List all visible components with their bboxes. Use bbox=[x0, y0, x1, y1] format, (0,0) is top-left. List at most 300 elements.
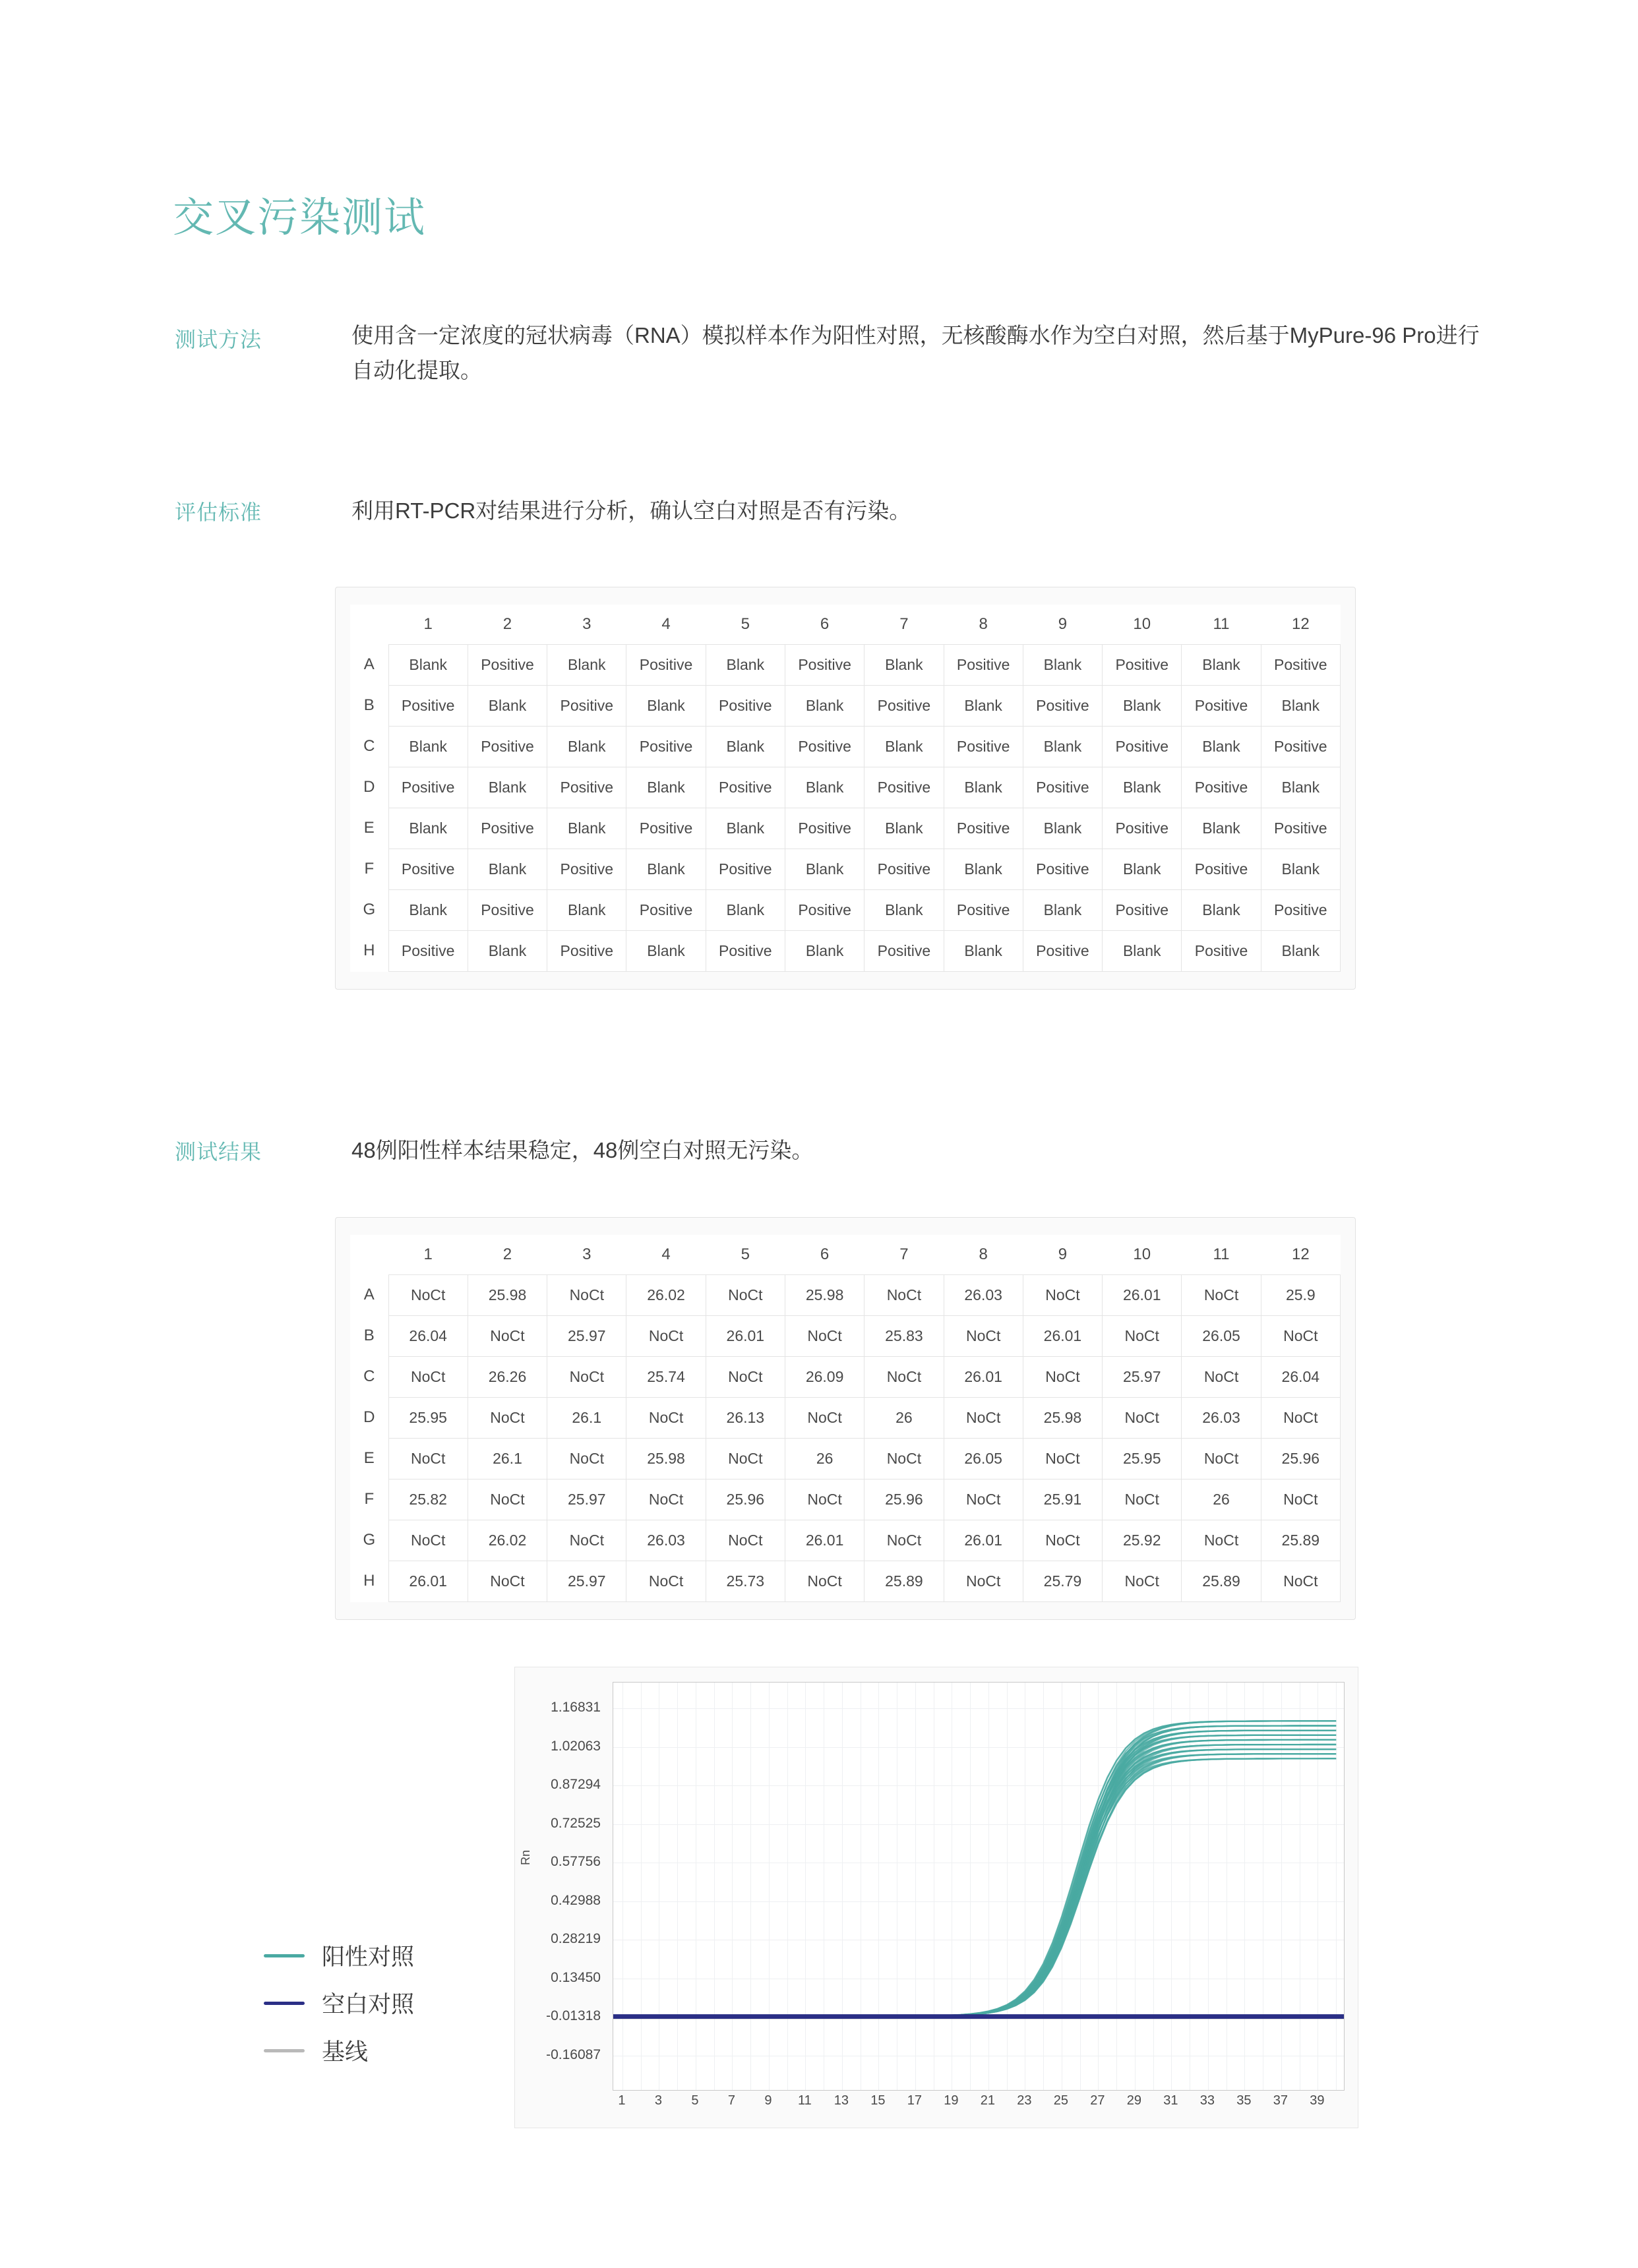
plate-col-header: 8 bbox=[944, 1235, 1023, 1274]
plate-cell: Positive bbox=[1261, 808, 1340, 849]
plate-cell: 26.02 bbox=[468, 1520, 547, 1561]
plate-col-header: 9 bbox=[1023, 1235, 1102, 1274]
plate-cell: 25.74 bbox=[626, 1356, 706, 1397]
plate-cell: NoCt bbox=[388, 1438, 468, 1479]
plate-col-header: 5 bbox=[706, 605, 785, 644]
plate-row-header: E bbox=[350, 1438, 388, 1479]
plate-cell: Blank bbox=[388, 889, 468, 930]
plate-cell: NoCt bbox=[626, 1315, 706, 1356]
plate-cell: 25.95 bbox=[388, 1397, 468, 1438]
plate-cell: Blank bbox=[1261, 930, 1340, 971]
plate-row-header: A bbox=[350, 1274, 388, 1315]
plate-cell: Positive bbox=[547, 849, 626, 889]
plate-cell: 26.03 bbox=[944, 1274, 1023, 1315]
plate-cell: NoCt bbox=[1103, 1561, 1182, 1601]
plate-cell: 26.04 bbox=[388, 1315, 468, 1356]
plate-cell: Blank bbox=[1261, 685, 1340, 726]
plate-col-header: 2 bbox=[468, 1235, 547, 1274]
plate-cell: 25.91 bbox=[1023, 1479, 1102, 1520]
plate-cell: 26.01 bbox=[785, 1520, 864, 1561]
chart-x-tick: 31 bbox=[1163, 2093, 1178, 2108]
plate-cell: 25.79 bbox=[1023, 1561, 1102, 1601]
plate-cell: Positive bbox=[468, 726, 547, 767]
plate-cell: Blank bbox=[706, 808, 785, 849]
plate-row-header: H bbox=[350, 930, 388, 971]
plate-row-header: A bbox=[350, 644, 388, 685]
plate-cell: Blank bbox=[1023, 808, 1102, 849]
plate-col-header: 12 bbox=[1261, 605, 1340, 644]
plate-cell: NoCt bbox=[706, 1520, 785, 1561]
chart-y-tick: 0.28219 bbox=[551, 1931, 601, 1947]
plate-cell: Positive bbox=[1023, 685, 1102, 726]
table-row bbox=[350, 685, 1341, 726]
plate-cell: 26.02 bbox=[626, 1274, 706, 1315]
chart-x-tick: 35 bbox=[1236, 2093, 1252, 2108]
plate-cell: NoCt bbox=[785, 1561, 864, 1601]
plate-cell: NoCt bbox=[944, 1315, 1023, 1356]
plate-cell: NoCt bbox=[468, 1397, 547, 1438]
plate-cell: Positive bbox=[785, 808, 864, 849]
method-text: 使用含一定浓度的冠状病毒（RNA）模拟样本作为阳性对照，无核酸酶水作为空白对照，然后基于MyPure-96 Pro进行自动化提取。 bbox=[351, 323, 1480, 383]
plate-cell: NoCt bbox=[547, 1356, 626, 1397]
plate-cell: Positive bbox=[1182, 930, 1261, 971]
plate-cell: Positive bbox=[626, 726, 706, 767]
plate-cell: Blank bbox=[944, 930, 1023, 971]
chart-y-tick: -0.01318 bbox=[546, 2008, 601, 2024]
plate-cell: 25.83 bbox=[864, 1315, 944, 1356]
chart-x-tick: 3 bbox=[654, 2093, 662, 2108]
chart-x-tick: 13 bbox=[834, 2093, 849, 2108]
plate-cell: Blank bbox=[1182, 726, 1261, 767]
plate-cell: Blank bbox=[547, 644, 626, 685]
table-row bbox=[350, 930, 1341, 971]
plate-cell: 26.03 bbox=[1182, 1397, 1261, 1438]
plate-cell: NoCt bbox=[1261, 1561, 1340, 1601]
plate-cell: 25.95 bbox=[1103, 1438, 1182, 1479]
plate-cell: Blank bbox=[626, 767, 706, 808]
plate-layout-table bbox=[350, 605, 1341, 972]
chart-y-tick: -0.16087 bbox=[546, 2046, 601, 2062]
plate-cell: Positive bbox=[388, 685, 468, 726]
plate-cell: 25.92 bbox=[1103, 1520, 1182, 1561]
plate-cell: Blank bbox=[388, 644, 468, 685]
plate-cell: Blank bbox=[706, 889, 785, 930]
chart-x-tick: 37 bbox=[1273, 2093, 1289, 2108]
chart-x-tick: 29 bbox=[1126, 2093, 1142, 2108]
criteria-label: 评估标准 bbox=[175, 500, 262, 524]
plate-row-header: C bbox=[350, 726, 388, 767]
plate-cell: Blank bbox=[864, 808, 944, 849]
chart-legend bbox=[264, 1932, 488, 2074]
plate-col-header: 11 bbox=[1182, 1235, 1261, 1274]
legend-item bbox=[264, 1932, 488, 1979]
plate-cell: Positive bbox=[468, 808, 547, 849]
chart-y-tick: 0.72525 bbox=[551, 1815, 601, 1831]
legend-swatch bbox=[264, 2049, 305, 2052]
plate-cell: 26.09 bbox=[785, 1356, 864, 1397]
plate-cell: Blank bbox=[547, 726, 626, 767]
plate-cell: 26 bbox=[864, 1397, 944, 1438]
plate-cell: Positive bbox=[388, 930, 468, 971]
plate-cell: Blank bbox=[626, 930, 706, 971]
plate-cell: NoCt bbox=[468, 1315, 547, 1356]
legend-item bbox=[264, 2027, 488, 2074]
plate-cell: Positive bbox=[864, 685, 944, 726]
plate-cell: NoCt bbox=[1023, 1274, 1102, 1315]
chart-plot-area bbox=[613, 1682, 1345, 2091]
plate-cell: NoCt bbox=[468, 1479, 547, 1520]
plate-cell: NoCt bbox=[944, 1479, 1023, 1520]
plate-cell: Blank bbox=[706, 644, 785, 685]
chart-y-tick: 0.87294 bbox=[551, 1777, 601, 1793]
plate-cell: 26 bbox=[785, 1438, 864, 1479]
table-row bbox=[350, 1356, 1341, 1397]
table-row bbox=[350, 1520, 1341, 1561]
plate-cell: NoCt bbox=[388, 1274, 468, 1315]
plate-cell: Positive bbox=[1182, 849, 1261, 889]
plate-row-header: G bbox=[350, 889, 388, 930]
plate-row-header: D bbox=[350, 1397, 388, 1438]
result-text: 48例阳性样本结果稳定，48例空白对照无污染。 bbox=[351, 1138, 814, 1162]
plate-cell: Positive bbox=[785, 644, 864, 685]
plate-layout-card bbox=[335, 587, 1356, 990]
plate-cell: Blank bbox=[388, 808, 468, 849]
plate-cell: Positive bbox=[864, 930, 944, 971]
plate-cell: Positive bbox=[944, 726, 1023, 767]
chart-x-tick: 1 bbox=[618, 2093, 626, 2108]
table-row bbox=[350, 1438, 1341, 1479]
plate-cell: Positive bbox=[944, 889, 1023, 930]
plate-cell: NoCt bbox=[468, 1561, 547, 1601]
table-row bbox=[350, 726, 1341, 767]
plate-col-header: 10 bbox=[1103, 605, 1182, 644]
chart-x-tick: 33 bbox=[1199, 2093, 1215, 2108]
chart-y-tick: 1.16831 bbox=[551, 1700, 601, 1716]
plate-cell: Positive bbox=[547, 685, 626, 726]
result-label: 测试结果 bbox=[175, 1140, 262, 1164]
legend-label: 阳性对照 bbox=[322, 1944, 415, 1970]
legend-item bbox=[264, 1979, 488, 2027]
plate-cell: 26 bbox=[1182, 1479, 1261, 1520]
table-row bbox=[350, 644, 1341, 685]
chart-y-tick: 0.13450 bbox=[551, 1969, 601, 1985]
plate-row-header: B bbox=[350, 1315, 388, 1356]
plate-cell: Positive bbox=[706, 930, 785, 971]
plate-cell: 26.01 bbox=[944, 1520, 1023, 1561]
plate-cell: NoCt bbox=[1182, 1438, 1261, 1479]
plate-cell: Positive bbox=[1103, 726, 1182, 767]
plate-cell: 26.13 bbox=[706, 1397, 785, 1438]
chart-y-tick: 1.02063 bbox=[551, 1738, 601, 1754]
plate-cell: NoCt bbox=[547, 1438, 626, 1479]
plate-col-header: 10 bbox=[1103, 1235, 1182, 1274]
plate-cell: NoCt bbox=[1261, 1315, 1340, 1356]
plate-cell: Positive bbox=[1182, 685, 1261, 726]
plate-cell: 25.98 bbox=[468, 1274, 547, 1315]
plate-corner bbox=[350, 1235, 388, 1274]
plate-cell: Positive bbox=[944, 644, 1023, 685]
plate-cell: 25.96 bbox=[706, 1479, 785, 1520]
method-label: 测试方法 bbox=[175, 328, 262, 351]
plate-cell: Blank bbox=[1023, 726, 1102, 767]
plate-cell: NoCt bbox=[785, 1315, 864, 1356]
plate-col-header: 1 bbox=[388, 1235, 468, 1274]
plate-cell: 25.97 bbox=[1103, 1356, 1182, 1397]
plate-cell: Positive bbox=[547, 930, 626, 971]
plate-col-header: 6 bbox=[785, 605, 864, 644]
plate-col-header: 9 bbox=[1023, 605, 1102, 644]
chart-y-axis-label: Rn bbox=[519, 1849, 532, 1865]
plate-cell: Blank bbox=[1182, 644, 1261, 685]
plate-cell: Blank bbox=[1103, 930, 1182, 971]
plate-cell: Positive bbox=[468, 889, 547, 930]
plate-cell: Positive bbox=[1261, 726, 1340, 767]
plate-cell: Positive bbox=[1023, 849, 1102, 889]
plate-col-header: 7 bbox=[864, 1235, 944, 1274]
plate-cell: NoCt bbox=[388, 1520, 468, 1561]
plate-col-header: 1 bbox=[388, 605, 468, 644]
plate-cell: 26.1 bbox=[468, 1438, 547, 1479]
plate-row-header: D bbox=[350, 767, 388, 808]
plate-row-header: G bbox=[350, 1520, 388, 1561]
plate-cell: Blank bbox=[1182, 889, 1261, 930]
plate-cell: 25.9 bbox=[1261, 1274, 1340, 1315]
plate-row-header: H bbox=[350, 1561, 388, 1601]
table-row bbox=[350, 808, 1341, 849]
plate-cell: NoCt bbox=[1023, 1520, 1102, 1561]
plate-cell: NoCt bbox=[1261, 1479, 1340, 1520]
table-row bbox=[350, 767, 1341, 808]
plate-cell: 26.04 bbox=[1261, 1356, 1340, 1397]
plate-cell: Positive bbox=[1103, 889, 1182, 930]
plate-cell: Positive bbox=[388, 849, 468, 889]
plate-cell: Positive bbox=[1261, 889, 1340, 930]
plate-cell: Blank bbox=[468, 767, 547, 808]
plate-cell: 26.01 bbox=[388, 1561, 468, 1601]
plate-cell: 25.98 bbox=[1023, 1397, 1102, 1438]
plate-cell: Blank bbox=[1023, 889, 1102, 930]
chart-x-tick: 11 bbox=[798, 2093, 812, 2108]
plate-cell: NoCt bbox=[785, 1397, 864, 1438]
plate-cell: Blank bbox=[626, 849, 706, 889]
plate-col-header: 3 bbox=[547, 1235, 626, 1274]
plate-cell: Blank bbox=[944, 849, 1023, 889]
plate-cell: NoCt bbox=[1182, 1356, 1261, 1397]
plate-cell: NoCt bbox=[864, 1274, 944, 1315]
plate-cell: 26.01 bbox=[1103, 1274, 1182, 1315]
plate-cell: Positive bbox=[626, 889, 706, 930]
plate-cell: NoCt bbox=[706, 1438, 785, 1479]
criteria-text: 利用RT-PCR对结果进行分析，确认空白对照是否有污染。 bbox=[351, 498, 911, 523]
plate-cell: Blank bbox=[1261, 849, 1340, 889]
plate-cell: 25.98 bbox=[785, 1274, 864, 1315]
plate-cell: Positive bbox=[864, 767, 944, 808]
chart-x-tick: 9 bbox=[764, 2093, 772, 2108]
plate-cell: 25.96 bbox=[864, 1479, 944, 1520]
plate-cell: NoCt bbox=[1023, 1356, 1102, 1397]
plate-row-header: B bbox=[350, 685, 388, 726]
chart-curves bbox=[613, 1683, 1345, 2091]
plate-col-header: 4 bbox=[626, 605, 706, 644]
plate-row-header: F bbox=[350, 1479, 388, 1520]
plate-results-card bbox=[335, 1217, 1356, 1620]
plate-cell: Blank bbox=[626, 685, 706, 726]
legend-swatch bbox=[264, 2002, 305, 2005]
plate-cell: 26.05 bbox=[1182, 1315, 1261, 1356]
plate-cell: Blank bbox=[944, 767, 1023, 808]
plate-cell: Blank bbox=[468, 849, 547, 889]
table-row bbox=[350, 1479, 1341, 1520]
plate-cell: Positive bbox=[706, 767, 785, 808]
plate-cell: Blank bbox=[468, 685, 547, 726]
plate-cell: NoCt bbox=[864, 1520, 944, 1561]
plate-cell: Positive bbox=[626, 808, 706, 849]
plate-cell: Blank bbox=[864, 726, 944, 767]
plate-cell: 26.01 bbox=[944, 1356, 1023, 1397]
plate-cell: NoCt bbox=[626, 1561, 706, 1601]
chart-x-tick: 21 bbox=[980, 2093, 996, 2108]
plate-cell: Positive bbox=[706, 685, 785, 726]
plate-cell: Blank bbox=[944, 685, 1023, 726]
plate-cell: Positive bbox=[1103, 644, 1182, 685]
chart-x-tick: 7 bbox=[727, 2093, 735, 2108]
plate-col-header: 5 bbox=[706, 1235, 785, 1274]
plate-col-header: 2 bbox=[468, 605, 547, 644]
plate-cell: 25.89 bbox=[1182, 1561, 1261, 1601]
plate-cell: Positive bbox=[785, 726, 864, 767]
chart-x-tick: 5 bbox=[691, 2093, 699, 2108]
plate-cell: Blank bbox=[706, 726, 785, 767]
plate-cell: Positive bbox=[547, 767, 626, 808]
plate-cell: Positive bbox=[388, 767, 468, 808]
plate-cell: NoCt bbox=[944, 1397, 1023, 1438]
plate-cell: Blank bbox=[388, 726, 468, 767]
plate-col-header: 12 bbox=[1261, 1235, 1340, 1274]
plate-cell: Blank bbox=[1261, 767, 1340, 808]
plate-cell: 26.01 bbox=[1023, 1315, 1102, 1356]
plate-cell: Blank bbox=[785, 849, 864, 889]
amplification-chart bbox=[514, 1667, 1358, 2128]
plate-cell: Blank bbox=[1023, 644, 1102, 685]
table-row bbox=[350, 889, 1341, 930]
legend-label: 基线 bbox=[322, 2039, 369, 2065]
plate-cell: NoCt bbox=[1103, 1315, 1182, 1356]
plate-cell: Positive bbox=[626, 644, 706, 685]
plate-cell: NoCt bbox=[864, 1438, 944, 1479]
plate-cell: Blank bbox=[864, 889, 944, 930]
plate-cell: 25.96 bbox=[1261, 1438, 1340, 1479]
plate-cell: Blank bbox=[785, 685, 864, 726]
plate-cell: NoCt bbox=[944, 1561, 1023, 1601]
plate-cell: 25.82 bbox=[388, 1479, 468, 1520]
plate-cell: Blank bbox=[785, 930, 864, 971]
plate-cell: Blank bbox=[547, 889, 626, 930]
plate-cell: NoCt bbox=[1261, 1397, 1340, 1438]
plate-results-table bbox=[350, 1235, 1341, 1602]
plate-row-header: C bbox=[350, 1356, 388, 1397]
plate-cell: 26.03 bbox=[626, 1520, 706, 1561]
plate-cell: 25.89 bbox=[864, 1561, 944, 1601]
plate-cell: 25.97 bbox=[547, 1479, 626, 1520]
plate-col-header: 7 bbox=[864, 605, 944, 644]
plate-cell: Blank bbox=[785, 767, 864, 808]
table-row bbox=[350, 849, 1341, 889]
plate-col-header: 8 bbox=[944, 605, 1023, 644]
plate-cell: Blank bbox=[1103, 767, 1182, 808]
plate-cell: Positive bbox=[468, 644, 547, 685]
table-row bbox=[350, 1561, 1341, 1601]
plate-cell: 26.1 bbox=[547, 1397, 626, 1438]
plate-cell: NoCt bbox=[785, 1479, 864, 1520]
plate-cell: Blank bbox=[864, 644, 944, 685]
table-row bbox=[350, 1315, 1341, 1356]
chart-x-tick: 23 bbox=[1017, 2093, 1032, 2108]
plate-col-header: 6 bbox=[785, 1235, 864, 1274]
plate-col-header: 11 bbox=[1182, 605, 1261, 644]
table-row bbox=[350, 1397, 1341, 1438]
plate-cell: NoCt bbox=[626, 1397, 706, 1438]
plate-cell: NoCt bbox=[1182, 1520, 1261, 1561]
plate-cell: Positive bbox=[864, 849, 944, 889]
plate-cell: Positive bbox=[1182, 767, 1261, 808]
plate-cell: Blank bbox=[547, 808, 626, 849]
plate-cell: NoCt bbox=[388, 1356, 468, 1397]
chart-y-tick: 0.57756 bbox=[551, 1854, 601, 1870]
plate-cell: 25.89 bbox=[1261, 1520, 1340, 1561]
plate-cell: 26.01 bbox=[706, 1315, 785, 1356]
plate-cell: Positive bbox=[1023, 767, 1102, 808]
plate-cell: NoCt bbox=[706, 1274, 785, 1315]
plate-cell: NoCt bbox=[1023, 1438, 1102, 1479]
chart-y-tick: 0.42988 bbox=[551, 1892, 601, 1908]
plate-cell: NoCt bbox=[864, 1356, 944, 1397]
plate-cell: Blank bbox=[1103, 849, 1182, 889]
plate-cell: 26.05 bbox=[944, 1438, 1023, 1479]
plate-cell: 25.98 bbox=[626, 1438, 706, 1479]
plate-cell: 26.26 bbox=[468, 1356, 547, 1397]
legend-label: 空白对照 bbox=[322, 1992, 415, 2017]
plate-cell: NoCt bbox=[706, 1356, 785, 1397]
plate-cell: Positive bbox=[1023, 930, 1102, 971]
plate-cell: NoCt bbox=[1103, 1479, 1182, 1520]
plate-cell: 25.73 bbox=[706, 1561, 785, 1601]
plate-cell: Blank bbox=[1182, 808, 1261, 849]
plate-cell: NoCt bbox=[547, 1274, 626, 1315]
plate-cell: Blank bbox=[1103, 685, 1182, 726]
plate-row-header: E bbox=[350, 808, 388, 849]
chart-x-tick: 17 bbox=[907, 2093, 923, 2108]
plate-cell: NoCt bbox=[1103, 1397, 1182, 1438]
chart-x-tick: 15 bbox=[870, 2093, 886, 2108]
chart-x-tick: 25 bbox=[1053, 2093, 1069, 2108]
table-row bbox=[350, 1274, 1341, 1315]
plate-cell: Positive bbox=[706, 849, 785, 889]
chart-x-tick: 27 bbox=[1090, 2093, 1105, 2108]
plate-cell: 25.97 bbox=[547, 1561, 626, 1601]
plate-cell: Positive bbox=[944, 808, 1023, 849]
chart-x-ticks bbox=[613, 2093, 1345, 2120]
plate-col-header: 4 bbox=[626, 1235, 706, 1274]
plate-cell: Positive bbox=[1103, 808, 1182, 849]
legend-swatch bbox=[264, 1954, 305, 1957]
plate-cell: NoCt bbox=[547, 1520, 626, 1561]
plate-cell: Positive bbox=[785, 889, 864, 930]
chart-x-tick: 19 bbox=[944, 2093, 959, 2108]
plate-cell: 25.97 bbox=[547, 1315, 626, 1356]
chart-x-tick: 39 bbox=[1310, 2093, 1325, 2108]
plate-col-header: 3 bbox=[547, 605, 626, 644]
plate-cell: Positive bbox=[1261, 644, 1340, 685]
